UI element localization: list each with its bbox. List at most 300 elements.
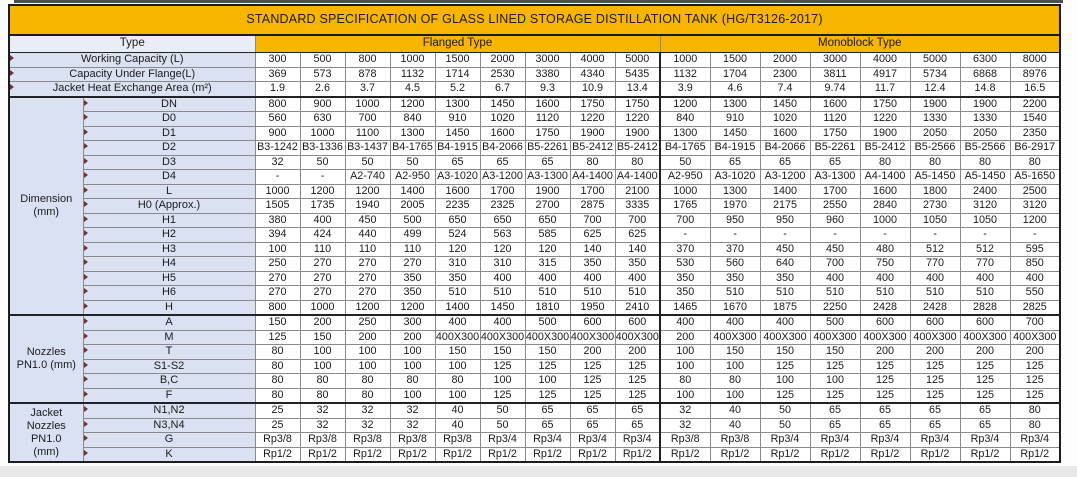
table-cell: 125 [960,374,1010,389]
table-cell: 2050 [910,126,960,141]
table-row [9,433,1060,448]
table-cell: 1450 [480,97,525,112]
table-cell: Rp3/4 [810,433,860,448]
table-cell: 270 [345,286,390,301]
table-cell: 3120 [1010,199,1060,214]
table-row [9,330,1060,345]
table-cell: 2200 [1010,97,1060,112]
table-cell: 65 [615,403,660,418]
table-row [9,447,1060,462]
table-cell: 1600 [525,97,570,112]
table-cell: 125 [860,359,910,374]
table-cell: 400X300 [525,330,570,343]
table-cell: B4-1765 [390,141,435,156]
group-label-line: (mm) [33,205,60,218]
table-cell: 200 [860,345,910,360]
table-cell: 65 [810,155,860,170]
table-cell: 120 [435,242,480,257]
table-cell: 32 [660,403,710,418]
table-cell: 80 [300,388,345,403]
table-cell: 370 [710,242,760,257]
table-cell: 140 [570,242,615,257]
table-cell: 32 [300,403,345,418]
table-cell: 500 [390,213,435,228]
table-cell: 1875 [760,300,810,315]
table-cell: 950 [710,213,760,228]
table-cell: 9.74 [810,82,860,97]
table-cell: 270 [345,271,390,286]
table-cell: 2428 [910,300,960,315]
table-cell: 1400 [760,184,810,199]
table-cell: 3811 [810,67,860,82]
table-cell: Rp1/2 [960,447,1010,462]
table-cell: 400 [480,271,525,286]
table-cell: 524 [435,228,480,243]
table-cell: 1750 [810,126,860,141]
table-cell: 400 [660,315,710,330]
table-row [9,257,1060,272]
table-cell: Rp3/8 [345,433,390,448]
row-label: G [83,433,255,448]
table-cell: 270 [255,286,300,301]
table-cell: 80 [300,374,345,389]
table-cell: 16.5 [1010,82,1060,97]
table-cell: 3.7 [345,82,390,97]
row-label: Working Capacity (L) [9,53,255,68]
table-cell: 80 [910,155,960,170]
table-cell: 25 [255,403,300,418]
table-cell: 4.6 [710,82,760,97]
table-cell: Rp1/2 [390,447,435,462]
table-cell: 100 [660,345,710,360]
table-cell: 1750 [860,97,910,112]
table-cell: 200 [910,345,960,360]
table-cell: 32 [345,403,390,418]
group-label [9,403,83,462]
table-cell: 110 [390,242,435,257]
table-cell: 200 [390,330,435,345]
table-cell: 510 [810,286,860,301]
table-cell: 2825 [1010,300,1060,315]
table-cell: 200 [615,345,660,360]
table-cell: 65 [615,418,660,433]
table-cell: 1200 [390,300,435,315]
row-label: L [83,184,255,199]
row-label: Capacity Under Flange(L) [9,67,255,82]
table-row [9,388,1060,403]
table-cell: 840 [390,112,435,127]
table-cell: 50 [390,155,435,170]
table-cell: Rp1/2 [860,447,910,462]
table-cell: 530 [660,257,710,272]
table-cell: 125 [960,388,1010,403]
table-cell: 450 [760,242,810,257]
table-cell: 1704 [710,67,760,82]
row-label: H2 [83,228,255,243]
table-cell: 350 [710,271,760,286]
type-header: Type [9,35,255,53]
row-label: H1 [83,213,255,228]
table-cell: 1900 [615,126,660,141]
table-cell: 100 [345,345,390,360]
table-row [9,112,1060,127]
table-cell: 9.3 [525,82,570,97]
table-cell: 50 [760,403,810,418]
table-row [9,53,1060,68]
table-cell: Rp3/8 [255,433,300,448]
table-cell: 500 [300,53,345,68]
table-cell: Rp1/2 [255,447,300,462]
table-cell: 50 [345,155,390,170]
table-cell: 4.5 [390,82,435,97]
bottom-margin-strip [0,466,1077,477]
top-border-strip [14,0,1063,3]
table-cell: B4-1915 [435,141,480,156]
table-cell: 1735 [300,199,345,214]
table-cell: 32 [390,418,435,433]
table-cell: B4-1765 [660,141,710,156]
table-cell: A3-1300 [525,170,570,185]
table-cell: 7.4 [760,82,810,97]
table-cell: 560 [710,257,760,272]
table-cell: 1450 [710,126,760,141]
table-cell: 1810 [525,300,570,315]
table-row [9,403,1060,418]
table-cell: B3-1437 [345,141,390,156]
group-label-line: Jacket [30,406,63,419]
row-label: H4 [83,257,255,272]
table-cell: 125 [255,330,300,345]
table-cell: 125 [810,388,860,403]
table-cell: 550 [1010,286,1060,301]
table-cell: 14.8 [960,82,1010,97]
table-cell: 800 [255,97,300,112]
table-cell: 1330 [960,112,1010,127]
table-cell: Rp1/2 [525,447,570,462]
table-cell: 125 [910,388,960,403]
table-cell: 1300 [710,184,760,199]
table-cell: 100 [710,359,760,374]
table-cell: 2550 [810,199,860,214]
table-cell: 400 [525,271,570,286]
table-cell: 2410 [615,300,660,315]
table-cell: 400X300 [810,330,860,345]
table-cell: 120 [525,242,570,257]
row-label: M [83,330,255,345]
table-cell: 100 [435,388,480,403]
table-cell: 510 [615,286,660,301]
table-cell: 65 [435,155,480,170]
table-cell: 1950 [570,300,615,315]
row-label: F [83,388,255,403]
table-row [9,141,1060,156]
table-cell: 32 [255,155,300,170]
table-cell: 800 [345,53,390,68]
table-cell: 1200 [345,300,390,315]
table-title: STANDARD SPECIFICATION OF GLASS LINED STORAGE DISTILLATION TANK (HG/T3126-2017) [9,5,1060,35]
table-cell: 1750 [615,97,660,112]
table-cell: 100 [435,359,480,374]
table-cell: 510 [435,286,480,301]
header-row [9,35,1060,53]
table-cell: 125 [525,359,570,374]
table-cell: 625 [615,228,660,243]
table-cell: Rp3/4 [860,433,910,448]
table-cell: 1450 [760,97,810,112]
table-cell: 80 [660,374,710,389]
table-row [9,82,1060,97]
table-cell: 125 [860,388,910,403]
table-cell: 65 [960,418,1010,433]
table-cell: 600 [960,315,1010,330]
table-row [9,126,1060,141]
table-cell: 40 [435,418,480,433]
table-cell: 80 [345,388,390,403]
table-cell: 400 [810,271,860,286]
table-cell: 400 [1010,271,1060,286]
table-cell: 1800 [910,184,960,199]
table-cell: Rp1/2 [910,447,960,462]
table-cell: Rp1/2 [300,447,345,462]
table-cell: Rp3/4 [1010,433,1060,448]
row-label: D4 [83,170,255,185]
table-cell: - [710,228,760,243]
table-cell: 270 [300,271,345,286]
group-label-line: PN1.0 (mm) [16,359,76,371]
table-cell: 630 [300,112,345,127]
table-cell: 400X300 [1010,330,1060,345]
table-cell: 200 [300,315,345,330]
table-cell: 32 [300,418,345,433]
table-cell: 400X300 [710,330,760,345]
table-cell: 400X300 [435,330,480,343]
group-label [9,97,83,316]
table-cell: Rp3/8 [660,433,710,448]
table-cell: 125 [570,374,615,389]
table-cell: 563 [480,228,525,243]
table-cell: 512 [910,242,960,257]
table-cell: Rp1/2 [345,447,390,462]
table-cell: Rp3/8 [710,433,760,448]
table-cell: Rp3/8 [300,433,345,448]
table-cell: 100 [390,359,435,374]
table-cell: 850 [1010,257,1060,272]
table-cell: 150 [810,345,860,360]
table-cell: 380 [255,213,300,228]
table-cell: 950 [760,213,810,228]
table-cell: 1200 [345,184,390,199]
table-cell: 1600 [760,126,810,141]
table-cell: 400X300 [910,330,960,345]
table-cell: B5-2261 [525,141,570,156]
table-cell: 1714 [435,67,480,82]
table-cell: 1300 [710,97,760,112]
table-cell: 12.4 [910,82,960,97]
table-cell: 350 [570,257,615,272]
table-row [9,345,1060,360]
table-cell: 400X300 [615,330,659,343]
table-cell: - [810,228,860,243]
table-cell: - [910,228,960,243]
table-cell: 510 [525,286,570,301]
row-label: H6 [83,286,255,301]
table-cell: 150 [435,345,480,360]
table-cell: 1100 [345,126,390,141]
table-cell: B4-1915 [710,141,760,156]
table-cell: 80 [1010,403,1060,418]
table-cell: 125 [810,359,860,374]
table-cell: - [1010,228,1060,243]
table-cell: 65 [960,403,1010,418]
table-cell: 4000 [860,53,910,68]
table-cell: 1900 [570,126,615,141]
table-cell: 900 [255,126,300,141]
table-cell: 310 [435,257,480,272]
table-cell: 1600 [810,97,860,112]
table-cell: 300 [255,53,300,68]
table-cell: 2325 [480,199,525,214]
table-cell: 65 [860,418,910,433]
table-cell: 125 [960,359,1010,374]
table-cell: 440 [345,228,390,243]
group-label-line: (mm) [33,445,60,458]
table-cell: A3-1020 [435,170,480,185]
table-cell: - [860,228,910,243]
table-cell: 585 [525,228,570,243]
table-cell: B6-2917 [1010,141,1060,156]
table-cell: 1050 [910,213,960,228]
table-row [9,242,1060,257]
table-cell: 400 [760,315,810,330]
table-row [9,228,1060,243]
table-cell: 125 [1010,374,1060,389]
table-cell: 1600 [860,184,910,199]
table-cell: 300 [390,315,435,330]
table-cell: 1300 [435,97,480,112]
table-cell: Rp3/4 [525,433,570,448]
table-cell: A2-740 [345,170,390,185]
monoblock-type-header: Monoblock Type [660,35,1060,53]
table-cell: 370 [660,242,710,257]
table-cell: 250 [345,315,390,330]
table-cell: 2875 [570,199,615,214]
table-cell: 700 [615,213,660,228]
row-label: A [83,315,255,330]
table-cell: 5000 [910,53,960,68]
table-cell: 125 [570,388,615,403]
table-cell: 125 [615,388,660,403]
table-cell: 3335 [615,199,660,214]
table-cell: 350 [390,286,435,301]
table-cell: 1500 [435,53,480,68]
table-cell: 560 [255,112,300,127]
table-cell: 125 [615,359,660,374]
table-cell: 1220 [860,112,910,127]
spec-table-body [9,53,1060,463]
table-cell: 480 [860,242,910,257]
table-cell: 65 [525,155,570,170]
table-cell: 1450 [435,126,480,141]
table-cell: 1300 [390,126,435,141]
table-cell: 150 [710,345,760,360]
table-cell: 25 [255,418,300,433]
table-cell: 400 [710,315,760,330]
table-cell: 2050 [960,126,1010,141]
table-cell: 4000 [570,53,615,68]
table-cell: 350 [760,271,810,286]
table-cell: 125 [1010,388,1060,403]
table-cell: 140 [615,242,660,257]
table-cell: 2730 [910,199,960,214]
table-cell: 80 [255,374,300,389]
table-cell: 2300 [760,67,810,82]
table-cell: 1132 [660,67,710,82]
table-cell: 450 [810,242,860,257]
table-cell: 5.2 [435,82,480,97]
table-cell: 200 [1010,345,1060,360]
table-cell: 1600 [435,184,480,199]
table-cell: 770 [960,257,1010,272]
table-cell: Rp1/2 [760,447,810,462]
table-row [9,359,1060,374]
table-cell: 1700 [480,184,525,199]
table-cell: 1000 [660,184,710,199]
table-row [9,213,1060,228]
table-cell: 1765 [660,199,710,214]
table-cell: Rp3/4 [910,433,960,448]
table-cell: 1900 [525,184,570,199]
table-cell: 65 [525,403,570,418]
table-cell: 400 [860,271,910,286]
table-cell: 600 [615,315,660,330]
table-cell: 100 [390,388,435,403]
table-cell: Rp1/2 [660,447,710,462]
table-cell: 510 [710,286,760,301]
table-cell: B5-2566 [960,141,1010,156]
table-cell: 50 [760,418,810,433]
table-cell: 650 [435,213,480,228]
table-cell: 595 [1010,242,1060,257]
table-cell: 450 [345,213,390,228]
table-cell: 800 [255,300,300,315]
table-cell: B5-2412 [615,141,660,156]
table-cell: Rp1/2 [710,447,760,462]
table-cell: - [255,170,300,185]
table-cell: 1970 [710,199,760,214]
table-cell: 80 [710,374,760,389]
table-cell: B5-2566 [910,141,960,156]
table-cell: 65 [710,155,760,170]
table-cell: Rp3/4 [615,433,660,448]
group-label-line: PN1.0 [30,432,62,445]
table-cell: 1750 [570,97,615,112]
table-row [9,315,1060,330]
table-cell: 65 [910,403,960,418]
table-cell: A5-1450 [960,170,1010,185]
table-cell: 2840 [860,199,910,214]
table-cell: 400X300 [760,330,810,345]
table-cell: 625 [570,228,615,243]
table-cell: B5-2412 [570,141,615,156]
table-cell: 1000 [345,97,390,112]
table-cell: 400X300 [570,330,615,343]
table-cell: 2.6 [300,82,345,97]
table-cell: 10.9 [570,82,615,97]
table-cell: 1505 [255,199,300,214]
table-cell: 6300 [960,53,1010,68]
row-label: DN [83,97,255,112]
table-cell: 3120 [960,199,1010,214]
